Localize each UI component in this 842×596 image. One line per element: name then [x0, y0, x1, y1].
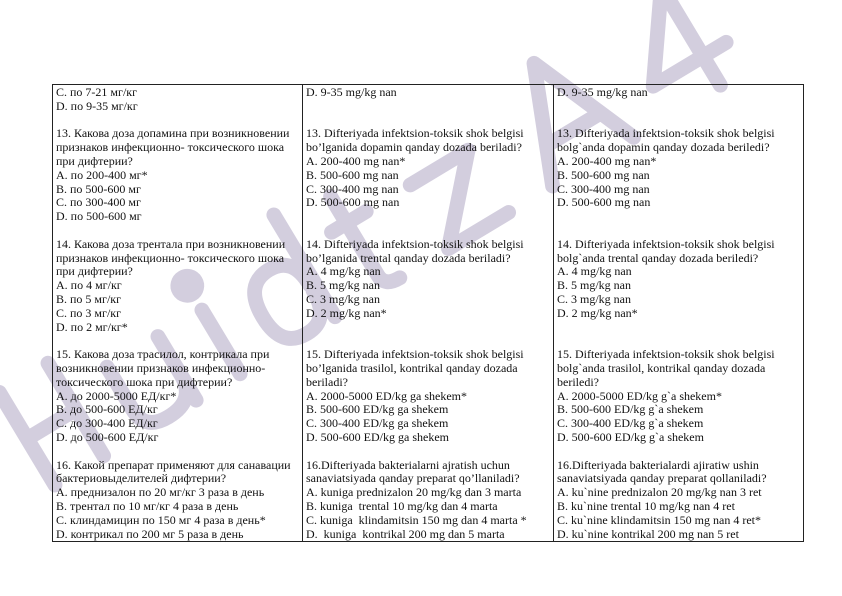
text-line: C. 300-400 ED/kg g`a shekem	[557, 416, 704, 431]
table-row	[53, 459, 804, 542]
text-line: D. по 9-35 мг/кг	[56, 98, 138, 113]
text-line: 13. Difteriyada infektsion-toksik shok belgisi	[557, 126, 775, 141]
question-cell	[303, 127, 554, 237]
text-line: 14. Какова доза трентала при возникновении	[56, 236, 286, 251]
text-line: 13. Какова доза допамина при возникновении	[56, 126, 290, 141]
text-line: C. 3 mg/kg nan	[306, 291, 380, 306]
text-line: С. до 300-400 ЕД/кг	[56, 416, 158, 431]
text-line: C. 300-400 ED/kg ga shekem	[306, 416, 449, 431]
text-line: D. 9-35 mg/kg nan	[306, 85, 397, 99]
text-line: A. ku`nine prednizalon 20 mg/kg nan 3 ret	[557, 485, 762, 500]
text-line: A. kuniga prednizalon 20 mg/kg dan 3 marta	[306, 485, 522, 500]
text-line: A. 4 mg/kg nan	[557, 264, 632, 279]
text-line: D. по 2 мг/кг*	[56, 319, 128, 334]
text-line: D. 9-35 mg/kg nan	[557, 85, 648, 99]
text-line: B. 500-600 mg nan	[306, 167, 399, 182]
text-line: D. контрикал по 200 мг 5 раза в день	[56, 526, 244, 541]
text-line: C. 300-400 mg nan	[306, 181, 399, 196]
text-line: A. 2000-5000 ED/kg ga shekem*	[306, 388, 467, 403]
text-line: бактериовыделителей дифтерии?	[56, 471, 227, 486]
text-line: 16.Difteriyada bakterialarni ajratish uchun	[306, 457, 510, 472]
text-line: при дифтерии?	[56, 264, 133, 279]
question-cell	[554, 459, 804, 542]
text-line: признаков инфекционно- токсического шока	[56, 140, 285, 155]
text-line: bolg`anda dopamin qanday dozada beriledi?	[557, 140, 770, 155]
text-line: 13. Difteriyada infektsion-toksik shok belgisi	[306, 126, 524, 141]
text-line: A. 4 mg/kg nan	[306, 264, 381, 279]
question-cell	[303, 85, 554, 128]
text-line: D. 500-600 ED/kg g`a shekem	[557, 429, 704, 444]
question-cell	[303, 348, 554, 458]
question-cell	[53, 127, 303, 237]
text-line: С. по 3 мг/кг	[56, 305, 122, 320]
question-cell	[303, 238, 554, 348]
text-line: В. трентал по 10 мг/кг 4 раза в день	[56, 498, 239, 513]
text-line: A. 200-400 mg nan*	[557, 153, 657, 168]
text-line: B. 500-600 ED/kg g`a shekem	[557, 402, 704, 417]
text-line: признаков инфекционно- токсического шока	[56, 250, 285, 265]
text-line: bolg`anda trasilol, kontrikal qanday dozada	[557, 360, 766, 375]
text-line: bo’lganida trental qanday dozada beriladi?	[306, 250, 511, 265]
text-line: D. 2 mg/kg nan*	[306, 305, 387, 320]
text-line: А. по 4 мг/кг	[56, 278, 122, 293]
text-line: C. 300-400 mg nan	[557, 181, 650, 196]
text-line: sanaviatsiyada qanday preparat qo’llaniladi?	[306, 471, 520, 486]
question-cell	[554, 127, 804, 237]
text-line: B. 5 mg/kg nan	[557, 278, 631, 293]
text-line: C. по 7-21 мг/кг	[56, 85, 138, 99]
text-line: при дифтерии?	[56, 153, 133, 168]
text-line: токсического шока при дифтерии?	[56, 374, 233, 389]
text-line: sanaviatsiyada qanday preparat qollaniladi?	[557, 471, 767, 486]
text-line: А. до 2000-5000 ЕД/кг*	[56, 388, 177, 403]
question-cell	[303, 459, 554, 542]
text-line: C. ku`nine klindamitsin 150 mg nan 4 ret*	[557, 512, 761, 527]
text-line: 15. Difteriyada infektsion-toksik shok belgisi	[557, 347, 775, 362]
table-row	[53, 85, 804, 128]
text-line: bolg`anda trental qanday dozada beriledi?	[557, 250, 759, 265]
text-line: А. по 200-400 мг*	[56, 167, 148, 182]
text-line: C. 3 mg/kg nan	[557, 291, 631, 306]
text-line: 16. Какой препарат применяют для санавации	[56, 457, 291, 472]
text-line: возникновении признаков инфекционно-	[56, 360, 266, 375]
text-line: beriladi?	[306, 374, 348, 389]
text-line: 14. Difteriyada infektsion-toksik shok belgisi	[306, 236, 524, 251]
question-cell	[554, 238, 804, 348]
text-line: D. 2 mg/kg nan*	[557, 305, 638, 320]
text-line: C. kuniga klindamitsin 150 mg dan 4 marta *	[306, 512, 527, 527]
question-table-body	[53, 85, 804, 542]
text-line: D. до 500-600 ЕД/кг	[56, 429, 159, 444]
question-cell	[53, 459, 303, 542]
text-line: A. 200-400 mg nan*	[306, 153, 406, 168]
text-line: D. kuniga kontrikal 200 mg dan 5 marta	[306, 526, 505, 541]
text-line: 15. Какова доза трасилол, контрикала при	[56, 347, 270, 362]
text-line: D. 500-600 mg nan	[557, 195, 651, 210]
text-line: D. 500-600 ED/kg ga shekem	[306, 429, 449, 444]
text-line: B. 500-600 ED/kg ga shekem	[306, 402, 449, 417]
text-line: 15. Difteriyada infektsion-toksik shok belgisi	[306, 347, 524, 362]
text-line: 16.Difteriyada bakterialardi ajiratiw ushin	[557, 457, 759, 472]
question-cell	[554, 85, 804, 128]
table-row	[53, 348, 804, 458]
question-cell	[53, 348, 303, 458]
question-cell	[53, 85, 303, 128]
text-line: D. ku`nine kontrikal 200 mg nan 5 ret	[557, 526, 739, 541]
text-line: В. по 5 мг/кг	[56, 291, 122, 306]
text-line: bo’lganida trasilol, kontrikal qanday dozada	[306, 360, 518, 375]
table-row	[53, 127, 804, 237]
question-cell	[53, 238, 303, 348]
text-line: B. ku`nine trental 10 mg/kg nan 4 ret	[557, 498, 735, 513]
text-line: С. по 300-400 мг	[56, 195, 141, 210]
text-line: D. 500-600 mg nan	[306, 195, 400, 210]
question-cell	[554, 348, 804, 458]
text-line: bo’lganida dopamin qanday dozada beriladi?	[306, 140, 522, 155]
text-line: А. преднизалон по 20 мг/кг 3 раза в день	[56, 485, 265, 500]
text-line: A. 2000-5000 ED/kg g`a shekem*	[557, 388, 722, 403]
text-line: В. по 500-600 мг	[56, 181, 141, 196]
text-line: B. 500-600 mg nan	[557, 167, 650, 182]
table-row	[53, 238, 804, 348]
text-line: D. по 500-600 мг	[56, 209, 142, 224]
text-line: С. клиндамицин по 150 мг 4 раза в день*	[56, 512, 266, 527]
text-line: beriledi?	[557, 374, 599, 389]
text-line: В. до 500-600 ЕД/кг	[56, 402, 158, 417]
text-line: B. kuniga trental 10 mg/kg dan 4 marta	[306, 498, 498, 513]
text-line: 14. Difteriyada infektsion-toksik shok belgisi	[557, 236, 775, 251]
question-table	[52, 84, 804, 542]
text-line: B. 5 mg/kg nan	[306, 278, 380, 293]
